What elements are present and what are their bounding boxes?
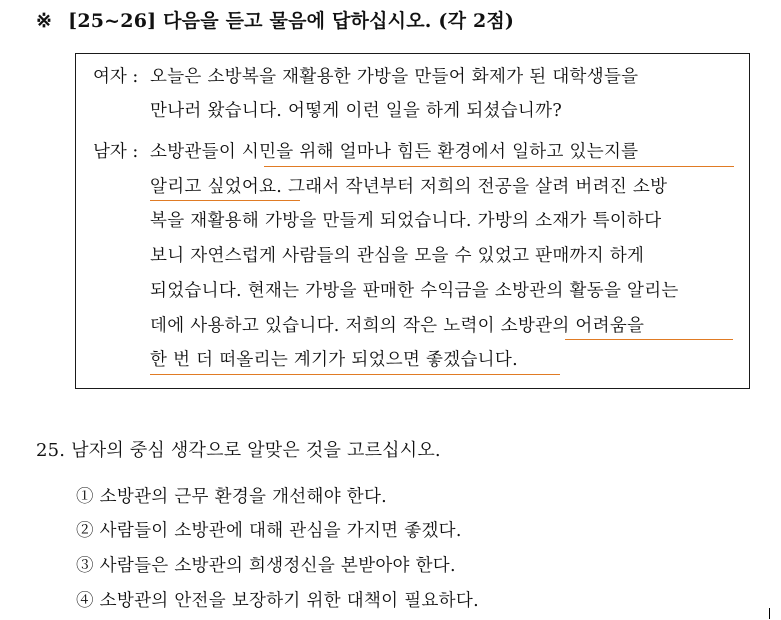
section-header — [36, 6, 514, 33]
highlight-underline — [565, 339, 733, 340]
answer-option-2[interactable]: ② 사람들이 소방관에 대해 관심을 가지면 좋겠다. — [76, 521, 462, 541]
dialogue-line: 소방관들이 시민을 위해 얼마나 힘든 환경에서 일하고 있는지를 — [150, 142, 639, 162]
dialogue-line: 되었습니다. 현재는 가방을 판매한 수익금을 소방관의 활동을 알리는 — [150, 281, 679, 301]
dialogue-line: 오늘은 소방복을 재활용한 가방을 만들어 화제가 된 대학생들을 — [150, 67, 639, 87]
dialogue-line: 한 번 더 떠올리는 계기가 되었으면 좋겠습니다. — [150, 350, 518, 370]
highlight-underline — [150, 200, 300, 201]
text-cursor — [769, 608, 770, 619]
question-25: 25. 남자의 중심 생각으로 알맞은 것을 고르십시오. — [36, 440, 441, 461]
dialogue-line: 만나러 왔습니다. 어떻게 이런 일을 하게 되셨습니까? — [150, 101, 563, 121]
answer-option-4[interactable]: ④ 소방관의 안전을 보장하기 위한 대책이 필요하다. — [76, 591, 479, 611]
dialogue-line: 복을 재활용해 가방을 만들게 되었습니다. 가방의 소재가 특이하다 — [150, 211, 662, 231]
highlight-underline — [150, 374, 560, 375]
header-instruction: [25~26] 다음을 듣고 물음에 답하십시오. (각 2점) — [68, 10, 515, 32]
dialogue-line: 데에 사용하고 있습니다. 저희의 작은 노력이 소방관의 어려움을 — [150, 316, 645, 336]
answer-option-1[interactable]: ① 소방관의 근무 환경을 개선해야 한다. — [76, 487, 388, 507]
dialogue-line: 알리고 싶었어요. 그래서 작년부터 저희의 전공을 살려 버려진 소방 — [150, 177, 668, 197]
answer-option-3[interactable]: ③ 사람들은 소방관의 희생정신을 본받아야 한다. — [76, 556, 456, 576]
reference-mark-icon: ※ — [36, 10, 53, 32]
highlight-underline — [264, 166, 734, 167]
speaker-label-man: 남자 : — [93, 142, 139, 162]
dialogue-line: 보니 자연스럽게 사람들의 관심을 모을 수 있었고 판매까지 하게 — [150, 246, 645, 266]
speaker-label-woman: 여자 : — [93, 67, 139, 87]
